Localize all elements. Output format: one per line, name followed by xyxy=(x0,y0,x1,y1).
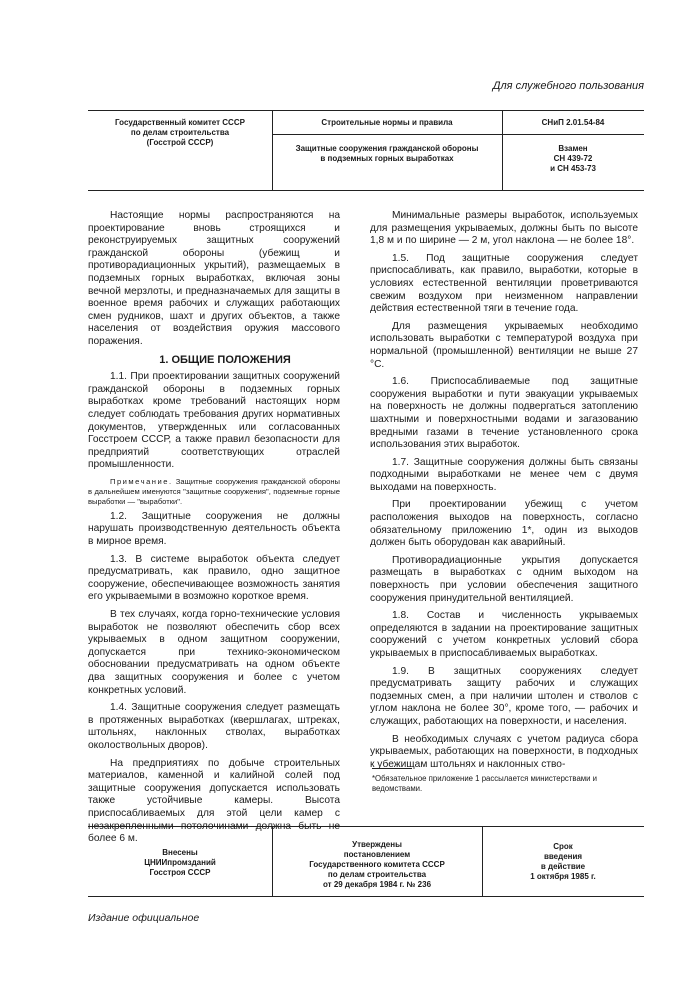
approved-line: постановлением xyxy=(343,850,411,859)
header-middle-rule xyxy=(272,134,644,135)
footer-submitted xyxy=(88,848,272,878)
paragraph-1-3b: В тех случаях, когда горно-технические условия выработок не позволяют обеспечить сбор всех укрываемых в одном защитном сооружении, допускается при технико-экономическом обосновании предусматривать на одном объекте два защитных сооружения и более с учетом конкретных условий. xyxy=(88,609,340,696)
replaces-line: СН 439-72 xyxy=(553,154,593,163)
submitted-line: ЦНИИпромзданий xyxy=(144,858,216,867)
footer-effective xyxy=(482,842,644,882)
section-title: 1. ОБЩИЕ ПОЛОЖЕНИЯ xyxy=(159,353,291,366)
footnote: *Обязательное приложение 1 рассылается министерствами и ведомствами. xyxy=(372,774,598,793)
authority-line: по делам строительства xyxy=(130,128,230,137)
submitted-line: Госстроя СССР xyxy=(149,868,211,877)
effective-line: в действие xyxy=(540,862,586,871)
approved-line: Утверждены xyxy=(352,840,402,849)
paragraph-1-8: 1.8. Состав и численность укрываемых определяются в задании на проектирование защитных сооружений с учетом конкретных условий сбора укрываемых в приспосабливаемых выработках. xyxy=(370,610,638,659)
footer-approved xyxy=(272,840,482,890)
footer-top-rule xyxy=(88,826,644,827)
replaces-line: Взамен xyxy=(558,144,588,153)
header-bottom-rule xyxy=(88,190,644,191)
paragraph-1-4b: На предприятиях по добыче строительных материалов, каменной и калийной солей под защитные сооружения допускается использовать также устойчивые камеры. Высота приспосабливаемых для этой цели камер с незакрепленными потолочинами должна быть не более 6 м. xyxy=(88,757,340,845)
note xyxy=(88,477,340,507)
paragraph-min-sizes: Минимальные размеры выработок, используемых для размещения укрываемых, должны быть по высоте 1,8 м и по ширине — 2 м, угол наклона — не более 18°. xyxy=(370,210,638,247)
paragraph-1-7: 1.7. Защитные сооружения должны быть связаны подходными выработками не менее чем с двумя выходами на поверхность. xyxy=(370,456,638,493)
effective-line: 1 октября 1985 г. xyxy=(530,872,596,881)
approved-line: от 29 декабря 1984 г. № 236 xyxy=(322,880,432,889)
replaces-line: и СН 453-73 xyxy=(550,164,596,173)
doc-type: Строительные нормы и правила xyxy=(321,118,453,127)
effective-line: введения xyxy=(543,852,583,861)
header-authority xyxy=(88,118,272,148)
note-label: Примечание. xyxy=(110,476,173,486)
authority-line: (Госстрой СССР) xyxy=(146,138,214,147)
submitted-line: Внесены xyxy=(162,848,198,857)
paragraph-1-5b: Для размещения укрываемых необходимо использовать выработки с температурой воздуха при нормальной (промышленной) вентиляции не выше 27 °С. xyxy=(370,320,638,370)
effective-line: Срок xyxy=(553,842,573,851)
left-column xyxy=(88,210,340,851)
paragraph-1-2: 1.2. Защитные сооружения не должны нарушать производственную деятельность объекта в мирное время. xyxy=(88,510,340,548)
header-top-rule xyxy=(88,110,644,111)
doc-title xyxy=(272,144,502,164)
paragraph-1-9b: В необходимых случаях с учетом радиуса сбора укрываемых, работающих на поверхности, в подходных к убежищам штольнях и наклонных ство- xyxy=(370,733,638,770)
title-line: в подземных горных выработках xyxy=(320,154,454,163)
paragraph-1-4: 1.4. Защитные сооружения следует размещать в протяженных выработках (квершлагах, штреках, штольнях, наклонных стволах, выработках околоствольных дворов). xyxy=(88,702,340,751)
paragraph-1-7c: Противорадиационные укрытия допускается размещать в выработках с одним выходом на поверхность при условии обеспечения защитного сооружения принудительной вентиляцией. xyxy=(370,554,638,604)
paragraph-1-5: 1.5. Под защитные сооружения следует приспосабливать, как правило, выработки, которые в условиях естественной вентиляции проветриваются свежим воздухом при неизменном направлении действия естественной тяги в течение года. xyxy=(370,252,638,315)
footnote-rule xyxy=(372,768,412,769)
paragraph-1-3: 1.3. В системе выработок объекта следует предусматривать, как правило, одно защитное сооружение, обеспечивающее возможность занятия его укрываемыми в возможно короткое время. xyxy=(88,553,340,603)
note-text: Защитные сооружения гражданской обороны в дальнейшем именуются "защитные сооружения", подземные горные выработки — "выработки". xyxy=(88,476,340,506)
footer-bottom-rule xyxy=(88,896,644,897)
paragraph-1-7b: При проектировании убежищ с учетом расположения выходов на поверхность, согласно обязательному приложению 1*, один из выходов должен быть оборудован как аварийный. xyxy=(370,499,638,549)
intro-paragraph: Настоящие нормы распространяются на проектирование вновь строящихся и реконструируемых защитных сооружений гражданской обороны (убежищ и противорадиационных укрытий), размещаемых в подземных горных выработках, включая зоны вечной мерзлоты, и предназначаемых для защиты в военное время рабочих и служащих работающих смен рудников, шахт и других объектов, а также населения от воздействия оружия массового поражения. xyxy=(88,210,340,347)
paragraph-1-1: 1.1. При проектировании защитных сооружений гражданской обороны в подземных горных выработках кроме требований настоящих норм следует соблюдать требования других нормативных документов, утвержденных или согласованных Госстроем СССР, а также правил безопасности для предприятий соответствующих отраслей промышленности. xyxy=(88,371,340,471)
paragraph-1-6: 1.6. Приспосабливаемые под защитные сооружения выработки и пути эвакуации укрываемых на поверхность не должны подвергаться затоплению шахтными и поверхностными водами и загазованию вредными газами в течение установленного срока использования этих выработок. xyxy=(370,376,638,451)
title-line: Защитные сооружения гражданской обороны xyxy=(295,144,479,153)
restriction-label: Для служебного пользования xyxy=(492,80,644,92)
replaces xyxy=(502,144,644,174)
edition-label: Издание официальное xyxy=(88,912,200,924)
approved-line: по делам строительства xyxy=(327,870,427,879)
paragraph-1-9: 1.9. В защитных сооружениях следует предусматривать защиту рабочих и служащих подземных смен, а при наличии штолен и стволов с углом наклона не более 30°, кроме того, — рабочих и служащих, работающих на поверхности, и населения. xyxy=(370,665,638,727)
doc-number: СНиП 2.01.54-84 xyxy=(541,118,605,127)
right-column xyxy=(370,210,638,776)
authority-line: Государственный комитет СССР xyxy=(115,118,245,127)
approved-line: Государственного комитета СССР xyxy=(309,860,445,869)
